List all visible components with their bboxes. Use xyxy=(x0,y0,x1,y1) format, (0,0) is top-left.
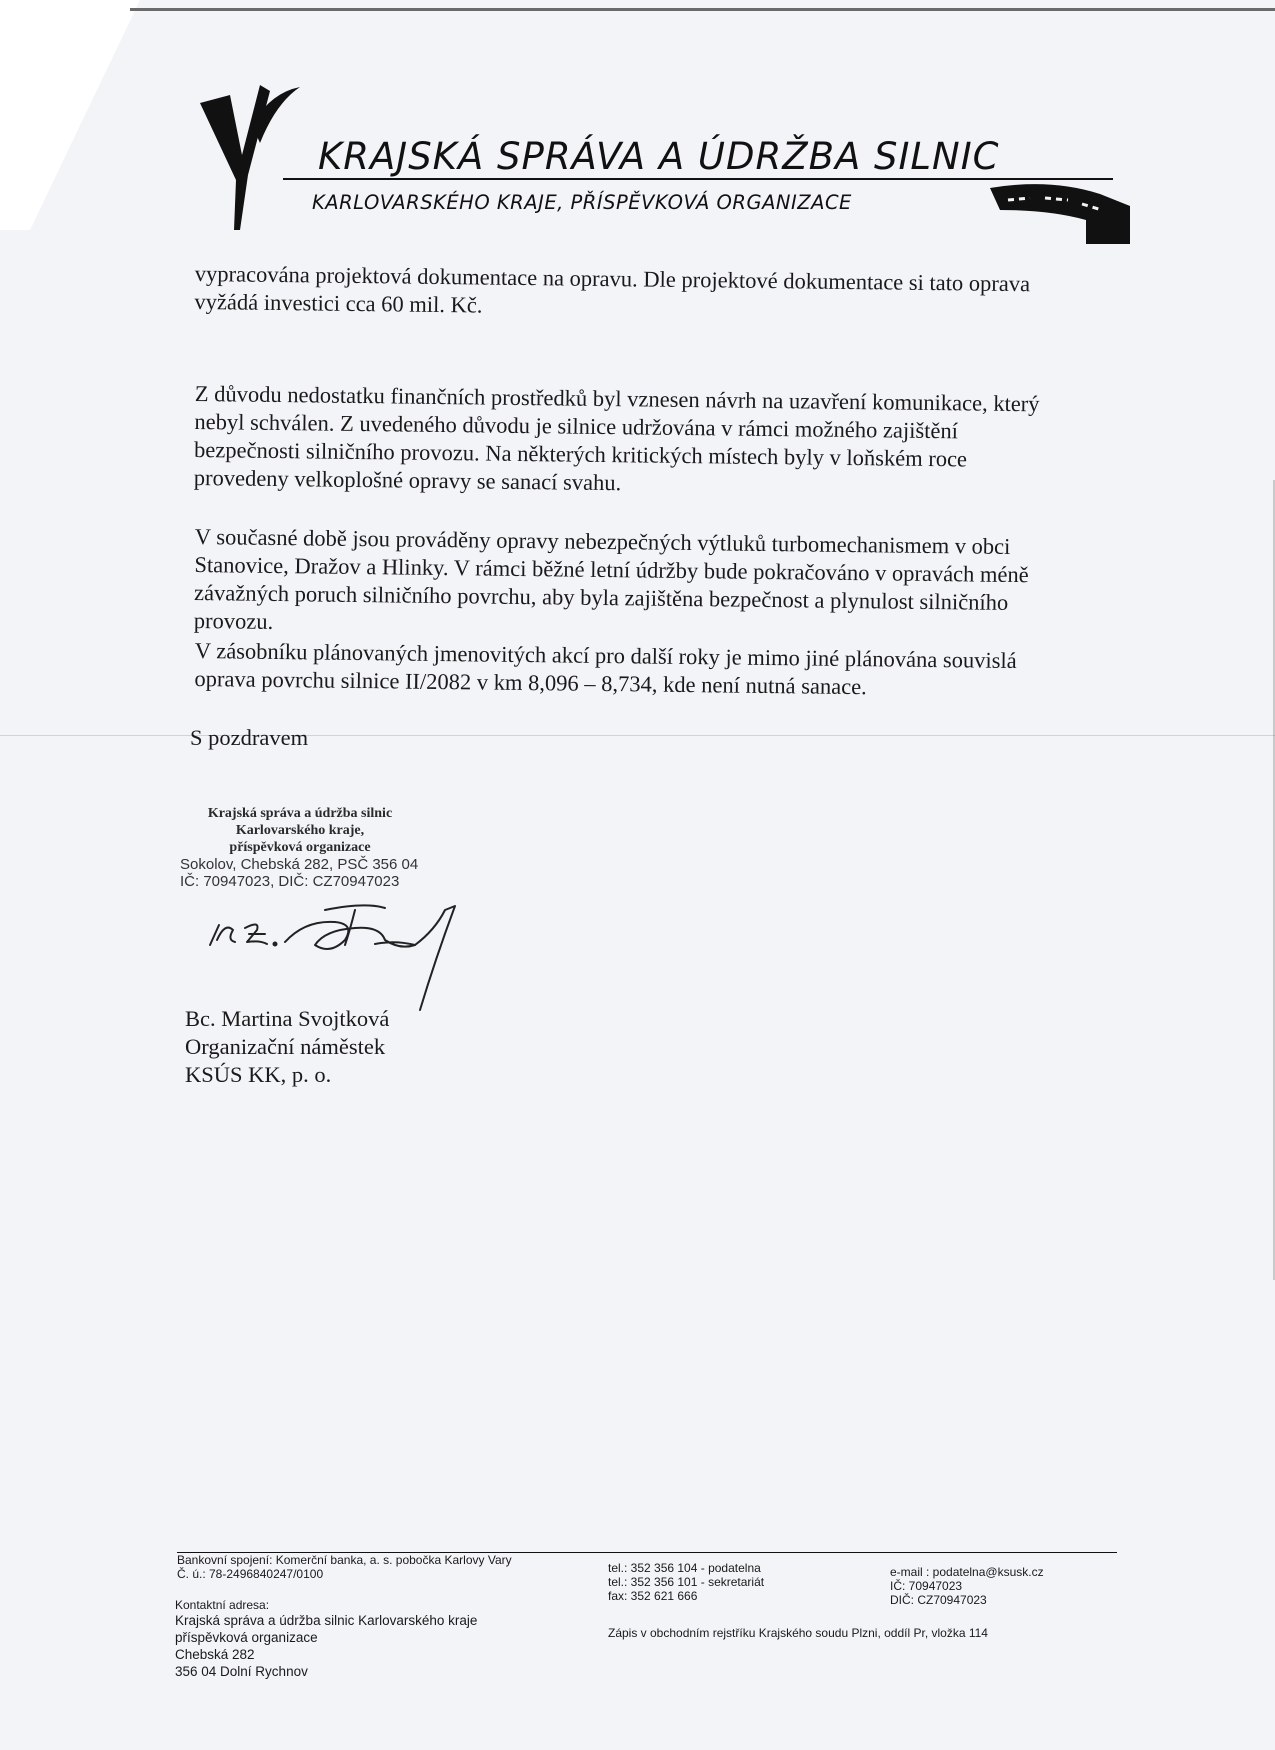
registry-text: Zápis v obchodním rejstříku Krajského soudu Plzni, oddíl Pr, vložka 114 xyxy=(608,1626,988,1640)
stamp-line: Krajská správa a údržba silnic xyxy=(207,806,393,821)
text-line: Z důvodu nedostatku finančních prostředků byl vznesen návrh na uzavření komunikace, který xyxy=(194,380,1040,417)
text-line: vyžádá investici cca 60 mil. Kč. xyxy=(194,288,483,318)
dic-line: DIČ: CZ70947023 xyxy=(890,1593,987,1607)
text-line: provozu. xyxy=(193,607,274,634)
stamp-address: Sokolov, Chebská 282, PSČ 356 04 xyxy=(180,856,419,873)
stamp-line: Karlovarského kraje, xyxy=(235,823,365,838)
fax-line: fax: 352 621 666 xyxy=(608,1589,698,1603)
torn-corner xyxy=(0,0,140,230)
footer-bank-info xyxy=(177,1553,512,1581)
text-line: V zásobníku plánovaných jmenovitých akcí pro další roky je mimo jiné plánována souvislá xyxy=(194,637,1017,674)
footer-phone-numbers xyxy=(608,1561,764,1603)
body-paragraph xyxy=(194,637,1135,704)
stamp-line: příspěvková organizace xyxy=(229,840,371,855)
text-line: bezpečnosti silničního provozu. Na některých kritických místech byly v loňském roce xyxy=(193,436,968,472)
text-line: oprava povrchu silnice II/2082 v km 8,096 – 8,734, kde není nutná sanace. xyxy=(194,665,867,700)
footer-contact-ids xyxy=(890,1565,1044,1607)
signatory-title: Organizační náměstek xyxy=(185,1034,386,1059)
stamp-ids: IČ: 70947023, DIČ: CZ70947023 xyxy=(180,873,400,890)
letterhead-rule xyxy=(283,178,1113,180)
account-line: Č. ú.: 78-2496840247/0100 xyxy=(177,1567,324,1581)
signatory-org: KSÚS KK, p. o. xyxy=(185,1062,332,1087)
text-line: Stanovice, Dražov a Hlinky. V rámci běžné letní údržby bude pokračováno v opravách méně xyxy=(194,551,1029,588)
page-top-edge xyxy=(130,8,1275,11)
text-line: V současné době jsou prováděny opravy nebezpečných výtluků turbomechanismem v obci xyxy=(194,523,1011,559)
address-line: Krajská správa a údržba silnic Karlovarského kraje xyxy=(175,1613,478,1628)
address-line: příspěvková organizace xyxy=(175,1630,318,1645)
text-line: nebyl schválen. Z uvedeného důvodu je silnice udržována v rámci možného zajištění xyxy=(194,408,959,444)
signatory-name: Bc. Martina Svojtková xyxy=(185,1006,390,1031)
footer-registry xyxy=(608,1626,988,1640)
organization-name: KRAJSKÁ SPRÁVA A ÚDRŽBA SILNIC xyxy=(318,135,1000,178)
body-paragraph xyxy=(194,380,1135,503)
closing-greeting: S pozdravem xyxy=(190,725,309,750)
address-line: 356 04 Dolní Rychnov xyxy=(175,1664,308,1679)
organization-logo-icon xyxy=(200,85,310,230)
footer-address xyxy=(175,1598,477,1680)
email-line: e-mail : podatelna@ksusk.cz xyxy=(890,1565,1044,1579)
phone-line: tel.: 352 356 101 - sekretariát xyxy=(608,1575,765,1589)
organization-subtitle: KARLOVARSKÉHO KRAJE, PŘÍSPĚVKOVÁ ORGANIZACE xyxy=(312,191,852,214)
text-line: závažných poruch silničního povrchu, aby byla zajištěna bezpečnost a plynulost silničního xyxy=(193,579,1009,615)
body-paragraph xyxy=(194,260,1135,327)
road-icon xyxy=(990,180,1140,244)
contact-heading: Kontaktní adresa: xyxy=(175,1598,270,1612)
text-line: vypracována projektová dokumentace na opravu. Dle projektové dokumentace si tato oprava xyxy=(194,260,1031,297)
address-line: Chebská 282 xyxy=(175,1647,255,1662)
text-line: provedeny velkoplošné opravy se sanací svahu. xyxy=(193,464,622,496)
organization-stamp xyxy=(180,805,480,890)
body-paragraph xyxy=(194,523,1135,646)
ic-line: IČ: 70947023 xyxy=(890,1579,963,1593)
signatory-block xyxy=(185,1005,389,1089)
handwritten-signature xyxy=(205,900,475,1015)
bank-line: Bankovní spojení: Komerční banka, a. s. pobočka Karlovy Vary xyxy=(177,1553,512,1567)
phone-line: tel.: 352 356 104 - podatelna xyxy=(608,1561,761,1575)
